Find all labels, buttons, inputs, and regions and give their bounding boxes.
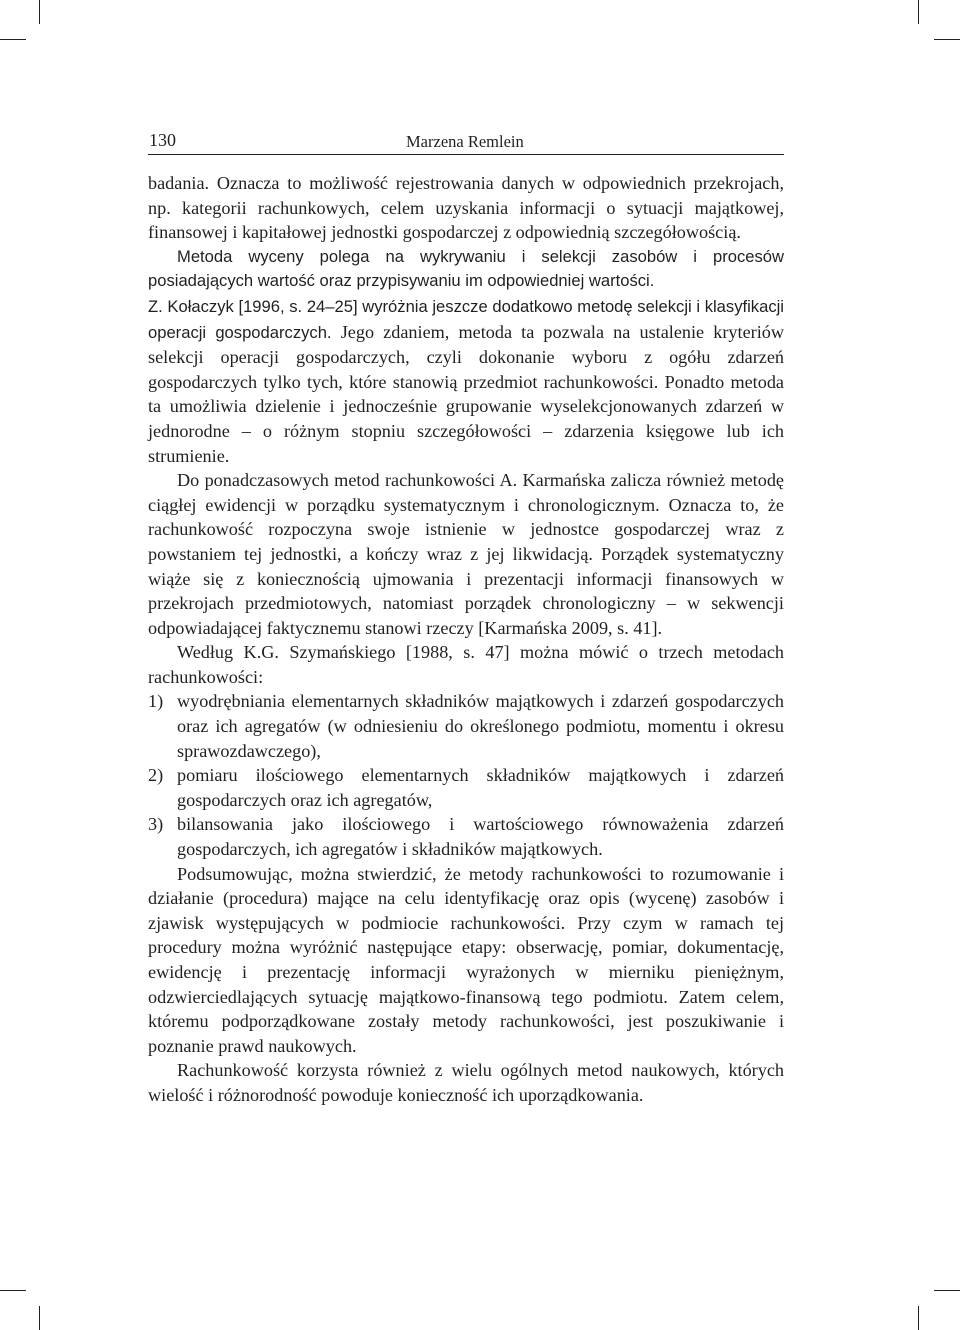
list-text: bilansowania jako ilościowego i wartościowego równoważenia zdarzeń gospodarczych, ich agregatów i składników majątkowych.: [177, 814, 784, 860]
crop-mark: [0, 1290, 26, 1291]
paragraph: Rachunkowość korzysta również z wielu ogólnych metod naukowych, których wielość i różnorodność powoduje konieczność ich uporządkowania.: [148, 1060, 784, 1105]
list-text: pomiaru ilościowego elementarnych składników majątkowych i zdarzeń gospodarczych oraz ich agregatów,: [177, 765, 784, 810]
crop-mark: [0, 39, 26, 40]
paragraph: badania. Oznacza to możliwość rejestrowania danych w odpowiednich przekrojach, np. kategorii rachunkowych, celem uzyskania informacji o sytuacji majątkowej, finansowej i kapitałowej jednostki gospodarczej z odpowiednią szczegółowością.: [148, 173, 784, 243]
running-header: [148, 128, 784, 155]
crop-mark: [39, 0, 40, 24]
list-item: [148, 812, 784, 861]
paragraph: Podsumowując, można stwierdzić, że metody rachunkowości to rozumowanie i działanie (procedura) mające na celu identyfikację oraz opis (wycenę) zasobów i zjawisk występujących w podmiocie rachunkowości. Przy czym w ramach tej procedury można wyróżnić następujące etapy: obserwację, pomiar, dokumentację, ewidencję i prezentację informacji wyrażonych w mierniku pieniężnym, odzwierciedlających sytuację majątkowo-finansową tego podmiotu. Zatem celem, któremu podporządkowane zostały metody rachunkowości, jest poszukiwanie i poznanie prawd naukowych.: [148, 863, 784, 1056]
page-number: 130: [149, 130, 176, 150]
crop-mark: [39, 1306, 40, 1330]
list-number: 1): [148, 691, 164, 712]
crop-mark: [934, 39, 960, 40]
crop-mark: [918, 1306, 919, 1330]
body-text: [148, 171, 784, 1108]
paragraph: [148, 294, 784, 468]
citation-text: Z. Kołaczyk [1996, s. 24–25] wyróżnia jeszcze dodatkowo metodę selekcji i klasyfikacji operacji gospodarczych.: [148, 296, 784, 342]
list-text: wyodrębniania elementarnych składników majątkowych i zdarzeń gospodarczych oraz ich agregatów (w odniesieniu do określonego podmiotu, momentu i okresu sprawozdawczego),: [177, 691, 784, 761]
crop-mark: [934, 1290, 960, 1291]
list-item: [148, 763, 784, 812]
crop-mark: [918, 0, 919, 24]
list-number: 2): [148, 765, 164, 786]
paragraph: Według K.G. Szymańskiego [1988, s. 47] można mówić o trzech metodach rachunkowości:: [148, 642, 784, 687]
quotation: Metoda wyceny polega na wykrywaniu i selekcji zasobów i procesów posiadających wartość oraz przypisywaniu im odpowiedniej wartości.: [148, 246, 784, 291]
list-number: 3): [148, 814, 164, 835]
author-name: Marzena Remlein: [406, 132, 524, 151]
paragraph: Do ponadczasowych metod rachunkowości A. Karmańska zalicza również metodę ciągłej ewidencji w porządku systematycznym i chronologicznym. Oznacza to, że rachunkowość rozpoczyna swoje istnienie w jednostce gospodarczej wraz z powstaniem tej jednostki, a kończy wraz z jej likwidacją. Porządek systematyczny wiąże się z koniecznością ujmowania i prezentacji informacji finansowych w przekrojach przedmiotowych, natomiast porządek chronologiczny – w sekwencji odpowiadającej faktycznemu stanowi rzeczy [Karmańska 2009, s. 41].: [148, 470, 784, 638]
paragraph-text: Jego zdaniem, metoda ta pozwala na ustalenie kryteriów selekcji operacji gospodarczych, czyli dokonanie wyboru z ogółu zdarzeń gospodarczych tylko tych, które stanowią przedmiot rachunkowości. Ponadto metoda ta umożliwia dzielenie i jednocześnie grupowanie wyselekcjonowanych zdarzeń w jednorodne – o różnym stopniu szczegółowości – zdarzenia księgowe lub ich strumienie.: [148, 321, 784, 466]
methods-list: [148, 689, 784, 861]
list-item: [148, 689, 784, 763]
